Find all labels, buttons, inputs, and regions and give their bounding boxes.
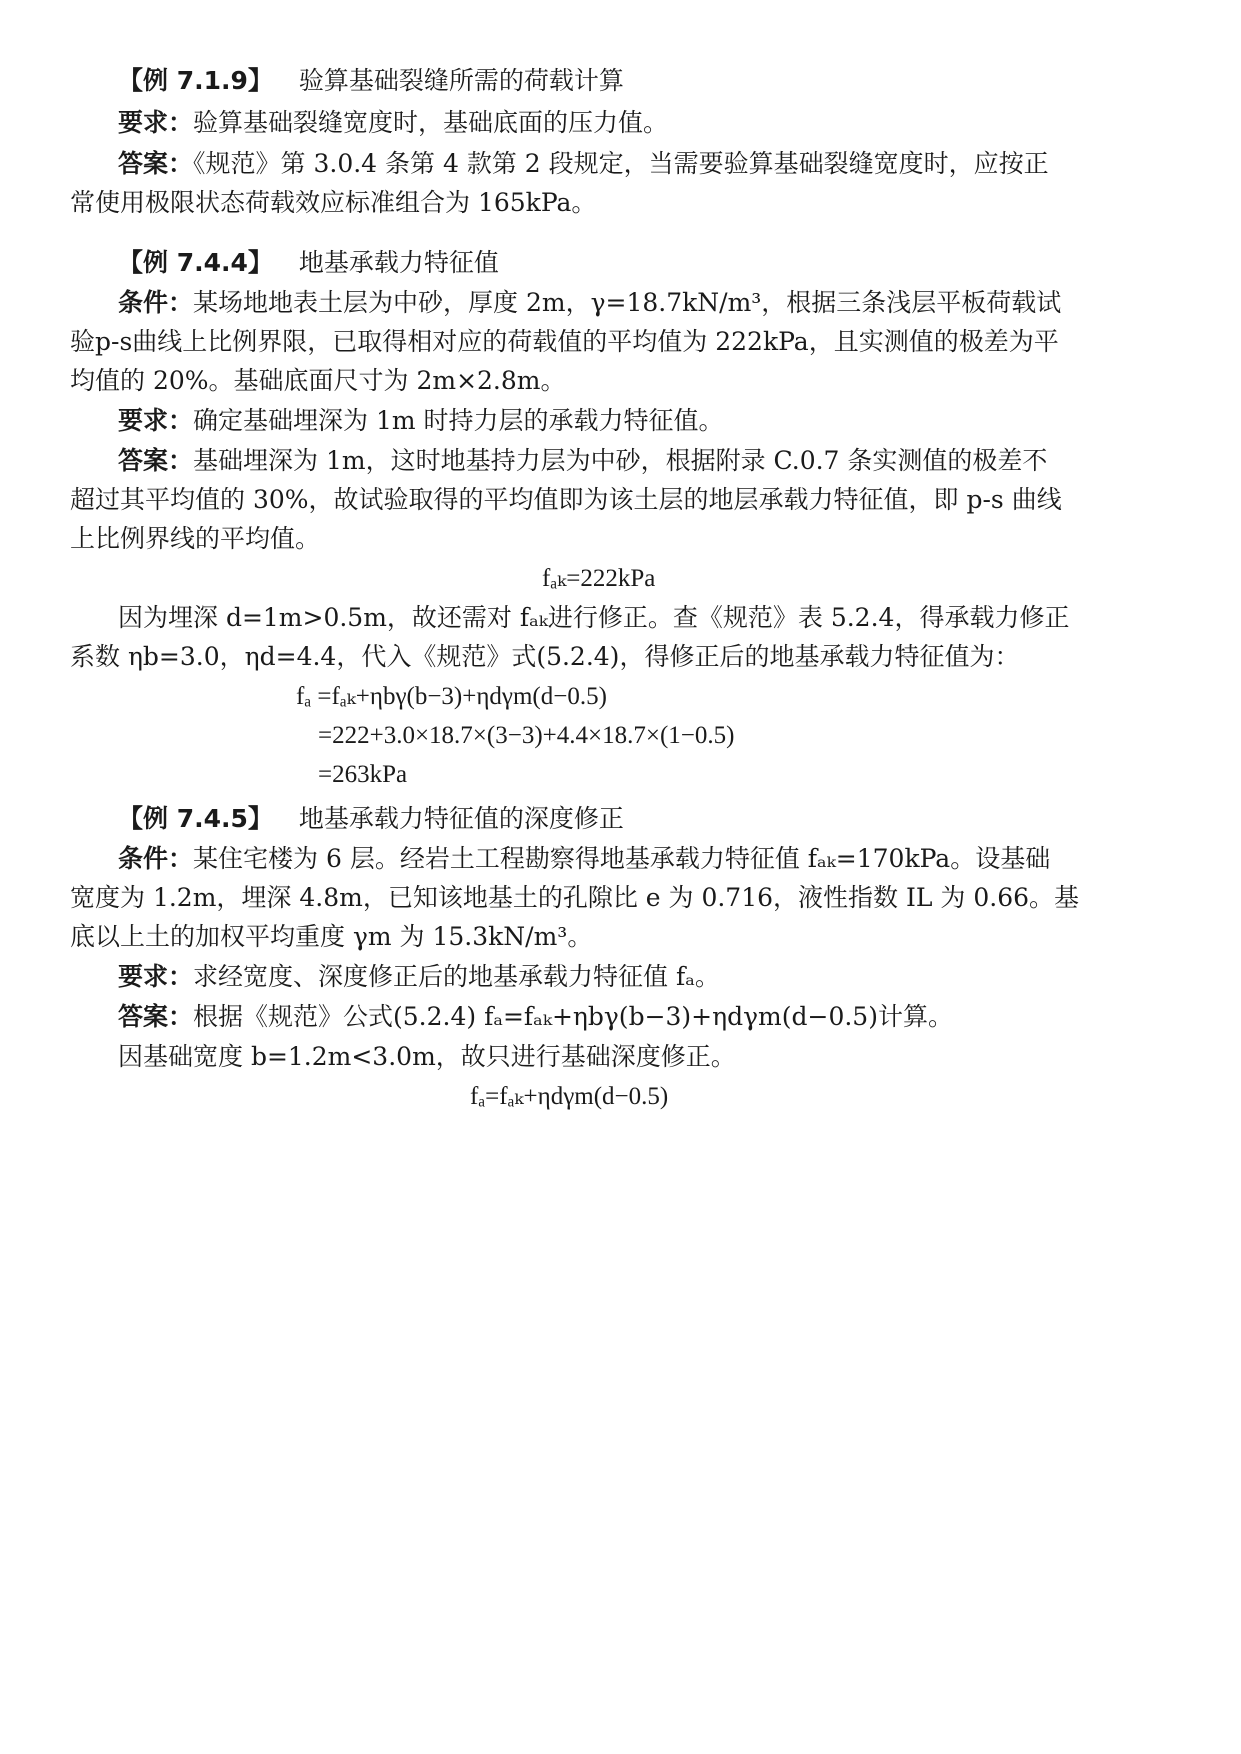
condition-text: 某场地地表土层为中砂，厚度 2m，γ=18.7kN/m³，根据三条浅层平板荷载试 (193, 288, 1062, 317)
requirement-line (118, 106, 668, 140)
condition-continuation: 底以上土的加权平均重度 γm 为 15.3kN/m³。 (70, 922, 593, 951)
example-heading (118, 802, 624, 836)
example-number: 【例 7.4.4】 (118, 248, 273, 277)
condition-continuation: 均值的 20%。基础底面尺寸为 2m×2.8m。 (70, 366, 566, 395)
requirement-label: 要求： (118, 962, 194, 991)
requirement-label: 要求： (118, 108, 194, 137)
answer-label: 答案： (118, 1002, 194, 1031)
requirement-label: 要求： (118, 406, 194, 435)
formula-line: =222+3.0×18.7×(3−3)+4.4×18.7×(1−0.5) (318, 722, 735, 749)
requirement-text: 求经宽度、深度修正后的地基承载力特征值 fₐ。 (193, 962, 720, 991)
example-heading (118, 64, 624, 98)
answer-continuation: 超过其平均值的 30%，故试验取得的平均值即为该土层的地层承载力特征值，即 p-s 曲线 (70, 485, 1062, 514)
paragraph-line: 因基础宽度 b=1.2m<3.0m，故只进行基础深度修正。 (118, 1042, 736, 1071)
paragraph-line: 系数 ηb=3.0，ηd=4.4，代入《规范》式(5.2.4)，得修正后的地基承载力特征值为： (70, 642, 1020, 671)
formula-line: fₐ=fₐₖ+ηdγm(d−0.5) (470, 1083, 669, 1110)
condition-label: 条件： (118, 288, 194, 317)
condition-line (118, 842, 1050, 876)
answer-line (118, 147, 1049, 181)
answer-continuation: 常使用极限状态荷载效应标准组合为 165kPa。 (70, 188, 597, 217)
example-title: 地基承载力特征值 (298, 248, 499, 277)
answer-text: 根据《规范》公式(5.2.4) fₐ=fₐₖ+ηbγ(b−3)+ηdγm(d−0.5)计算。 (193, 1002, 953, 1031)
example-number: 【例 7.4.5】 (118, 804, 273, 833)
requirement-text: 确定基础埋深为 1m 时持力层的承载力特征值。 (193, 406, 724, 435)
formula-fak: fₐₖ=222kPa (542, 565, 656, 592)
answer-label: 答案： (118, 446, 194, 475)
example-heading (118, 246, 499, 280)
example-title: 地基承载力特征值的深度修正 (298, 804, 624, 833)
formula-result: =263kPa (318, 761, 408, 788)
requirement-text: 验算基础裂缝宽度时，基础底面的压力值。 (193, 108, 669, 137)
formula-line: fₐ =fₐₖ+ηbγ(b−3)+ηdγm(d−0.5) (296, 683, 607, 710)
answer-line (118, 444, 1047, 478)
condition-line (118, 286, 1061, 320)
paragraph-line: 因为埋深 d=1m>0.5m，故还需对 fₐₖ进行修正。查《规范》表 5.2.4，得承载力修正 (118, 603, 1070, 632)
condition-continuation: 验p-s曲线上比例界限，已取得相对应的荷载值的平均值为 222kPa，且实测值的极差为平 (70, 327, 1059, 356)
condition-label: 条件： (118, 844, 194, 873)
answer-text: 基础埋深为 1m，这时地基持力层为中砂，根据附录 C.0.7 条实测值的极差不 (193, 446, 1048, 475)
answer-label: 答案： (118, 149, 194, 178)
example-title: 验算基础裂缝所需的荷载计算 (298, 66, 624, 95)
condition-text: 某住宅楼为 6 层。经岩土工程勘察得地基承载力特征值 fₐₖ=170kPa。设基础 (193, 844, 1051, 873)
requirement-line (118, 404, 724, 438)
answer-text: 《规范》第 3.0.4 条第 4 款第 2 段规定，当需要验算基础裂缝宽度时，应按正 (193, 149, 1049, 178)
answer-line (118, 1000, 953, 1034)
answer-continuation: 上比例界线的平均值。 (70, 524, 321, 553)
requirement-line (118, 960, 720, 994)
condition-continuation: 宽度为 1.2m，埋深 4.8m，已知该地基土的孔隙比 e 为 0.716，液性指数 IL 为 0.66。基 (70, 883, 1080, 912)
example-number: 【例 7.1.9】 (118, 66, 273, 95)
